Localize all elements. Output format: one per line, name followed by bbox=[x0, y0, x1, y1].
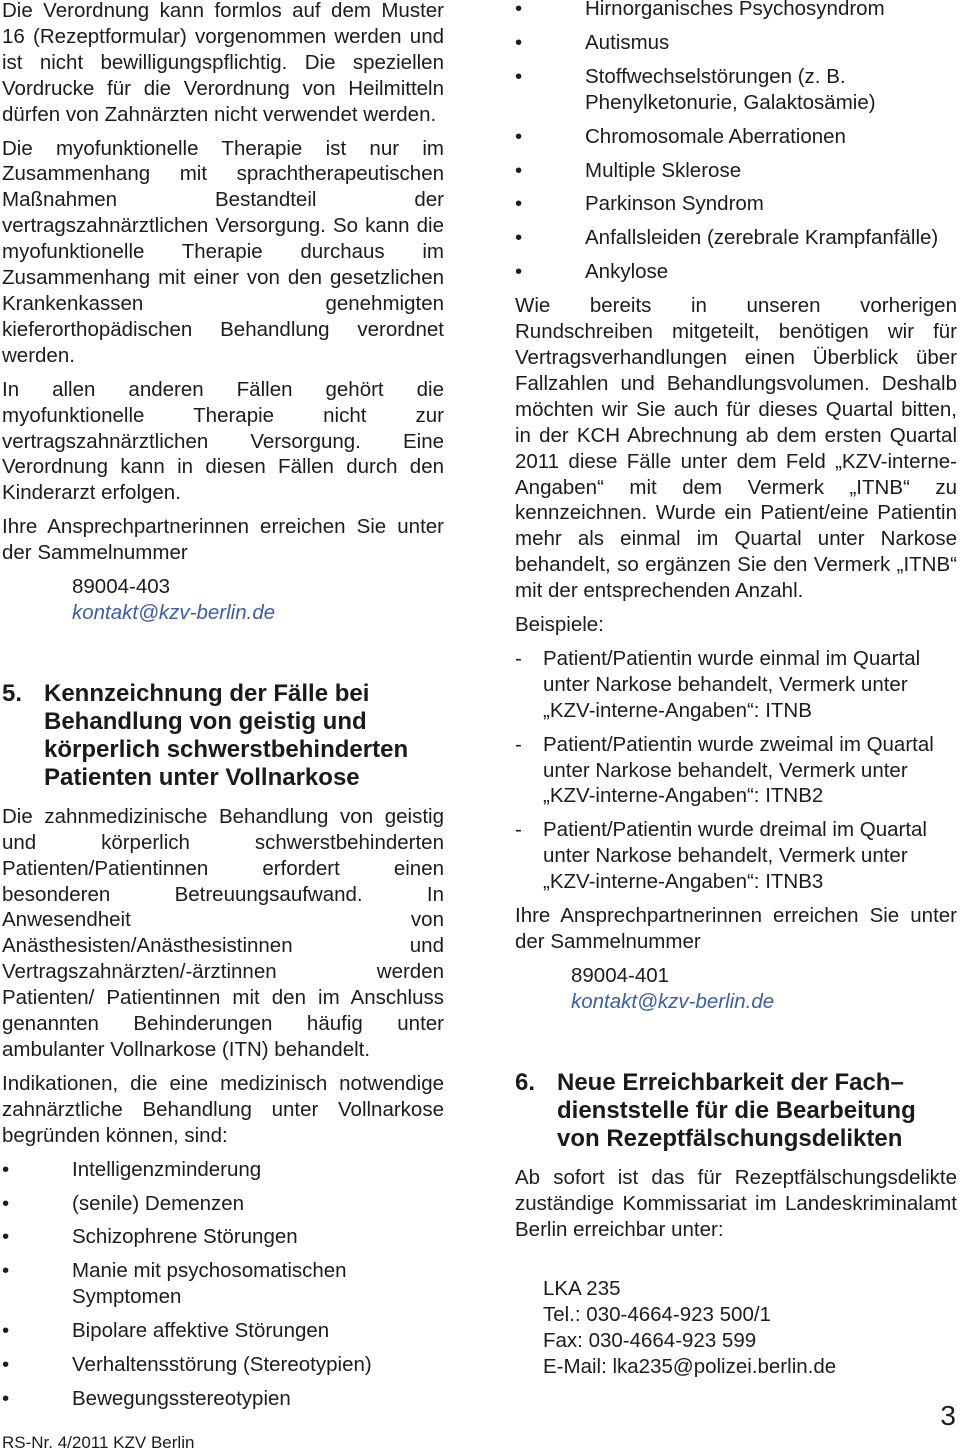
list-item: • Schizophrene Störungen bbox=[2, 1224, 444, 1250]
paragraph-myofunktionelle-therapie: Die myofunktionelle Therapie ist nur im Zusammenhang mit sprachtherapeutischen Maßnahmen Bestandteil der vertragszahnärztlichen Versorgung. So kann die myofunktionelle Therapie durchaus im Zusammenhang mit einer von den gesetzlichen Krankenkassen genehmigten kieferorthopädischen Behandlung verordnet werden. bbox=[2, 136, 444, 367]
list-item: - Patient/Patientin wurde zweimal im Quartal unter Narkose behandelt, Vermerk unter „KZV-interne-Angaben“: ITNB2 bbox=[515, 732, 957, 810]
contact-email-link-right[interactable]: kontakt@kzv-berlin.de bbox=[571, 989, 775, 1013]
paragraph-indikationen: Indikationen, die eine medizinisch notwendige zahnärztliche Behandlung unter Vollnarkose begründen können, sind: bbox=[2, 1071, 444, 1147]
contact-phone-right: 89004-401 bbox=[571, 963, 670, 987]
section-5-number: 5. bbox=[2, 679, 23, 707]
paragraph-ansprechpartnerinnen: Ihre Ansprechpartnerinnen erreichen Sie unter der Sammelnummer bbox=[2, 515, 444, 565]
list-item: - Patient/Patientin wurde einmal im Quartal unter Narkose behandelt, Vermerk unter „KZV-interne-Angaben“: ITNB bbox=[515, 646, 957, 724]
list-item: • (senile) Demenzen bbox=[2, 1191, 444, 1217]
footer-reference: RS-Nr. 4/2011 KZV Berlin bbox=[2, 1433, 195, 1452]
section-6-heading bbox=[515, 1069, 957, 1153]
paragraph-lka: Ab sofort ist das für Rezeptfälschungsdelikte zuständige Kommissariat im Landeskriminalamt Berlin erreichbar unter: bbox=[515, 1165, 957, 1241]
list-item: • Hirnorganisches Psychosyndrom bbox=[515, 0, 957, 22]
section-5-heading bbox=[2, 680, 444, 792]
list-item: • Autismus bbox=[515, 30, 957, 56]
list-item: • Bipolare affektive Störungen bbox=[2, 1318, 444, 1344]
right-column bbox=[515, 0, 957, 1380]
section-6-number: 6. bbox=[515, 1068, 536, 1096]
left-column bbox=[2, 0, 444, 1420]
page-number: 3 bbox=[940, 1400, 956, 1431]
section-6-title: Neue Erreichbarkeit der Fach– dienststelle für die Bearbeitung von Rezeptfälschungsdelikten bbox=[557, 1068, 916, 1152]
examples-list bbox=[515, 646, 957, 895]
lka-name: LKA 235 bbox=[543, 1277, 621, 1301]
list-item: • Manie mit psychosomatischen Symptomen bbox=[2, 1258, 444, 1310]
paragraph-ansprechpartnerinnen-right: Ihre Ansprechpartnerinnen erreichen Sie unter der Sammelnummer bbox=[515, 904, 957, 953]
section-5-title: Kennzeichnung der Fälle bei Behandlung von geistig und körperlich schwerstbehinderten Patienten unter Vollnarkose bbox=[44, 679, 409, 791]
lka-tel: Tel.: 030-4664-923 500/1 bbox=[543, 1303, 771, 1327]
list-item: - Patient/Patientin wurde dreimal im Quartal unter Narkose behandelt, Vermerk unter „KZV-interne-Angaben“: ITNB3 bbox=[515, 817, 957, 895]
list-item: • Stoffwechselstörungen (z. B. Phenylketonurie, Galaktosämie) bbox=[515, 64, 957, 116]
list-item: • Anfallsleiden (zerebrale Krampfanfälle) bbox=[515, 225, 957, 251]
contact-email-link[interactable]: kontakt@kzv-berlin.de bbox=[72, 600, 276, 624]
indication-list-right bbox=[515, 0, 957, 285]
lka-fax: Fax: 030-4664-923 599 bbox=[543, 1329, 757, 1353]
paragraph-verordnung: Die Verordnung kann formlos auf dem Muster 16 (Rezeptformular) vorgenommen werden und ist nicht bewilligungspflichtig. Die speziellen Vordrucke für die Verordnung von Heilmitteln dürfen von Zahnärzten nicht verwendet werden. bbox=[2, 0, 444, 126]
list-item: • Parkinson Syndrom bbox=[515, 191, 957, 217]
lka-email: E-Mail: lka235@polizei.berlin.de bbox=[543, 1355, 837, 1379]
list-item: • Bewegungsstereotypien bbox=[2, 1386, 444, 1412]
paragraph-andere-faelle: In allen anderen Fällen gehört die myofunktionelle Therapie nicht zur vertragszahnärztlichen Versorgung. Eine Verordnung kann in diesen Fällen durch den Kinderarzt erfolgen. bbox=[2, 377, 444, 505]
examples-label: Beispiele: bbox=[515, 613, 604, 637]
list-item: • Multiple Sklerose bbox=[515, 158, 957, 184]
contact-phone: 89004-403 bbox=[72, 575, 171, 599]
list-item: • Verhaltensstörung (Stereotypien) bbox=[2, 1352, 444, 1378]
indication-list-left bbox=[2, 1157, 444, 1412]
list-item: • Ankylose bbox=[515, 259, 957, 285]
paragraph-schwerstbehinderte: Die zahnmedizinische Behandlung von geistig und körperlich schwerstbehinderten Patienten/Patientinnen erfordert einen besonderen Betreuungsaufwand. In Anwesendheit von Anästhesisten/Anästhesistinnen und Vertragszahnärzten/-ärztinnen werden Patienten/ Patientinnen mit den im Anschluss genannten Behinderungen häufig unter ambulanter Vollnarkose (ITN) behandelt. bbox=[2, 804, 444, 1061]
list-item: • Intelligenzminderung bbox=[2, 1157, 444, 1183]
list-item: • Chromosomale Aberrationen bbox=[515, 124, 957, 150]
paragraph-fallzahlen: Wie bereits in unseren vorherigen Rundschreiben mitgeteilt, benötigen wir für Vertragsverhandlungen einen Überblick über Fallzahlen und Behandlungsvolumen. Deshalb möchten wir Sie auch für dieses Quartal bitten, in der KCH Abrechnung ab dem ersten Quartal 2011 diese Fälle unter dem Feld „KZV-interne-Angaben“ mit dem Vermerk „ITNB“ zu kennzeichnen. Wurde ein Patient/eine Patientin mehr als einmal im Quartal unter Narkose behandelt, so ergänzen Sie den Vermerk „ITNB“ mit der entsprechenden Anzahl. bbox=[515, 294, 957, 603]
